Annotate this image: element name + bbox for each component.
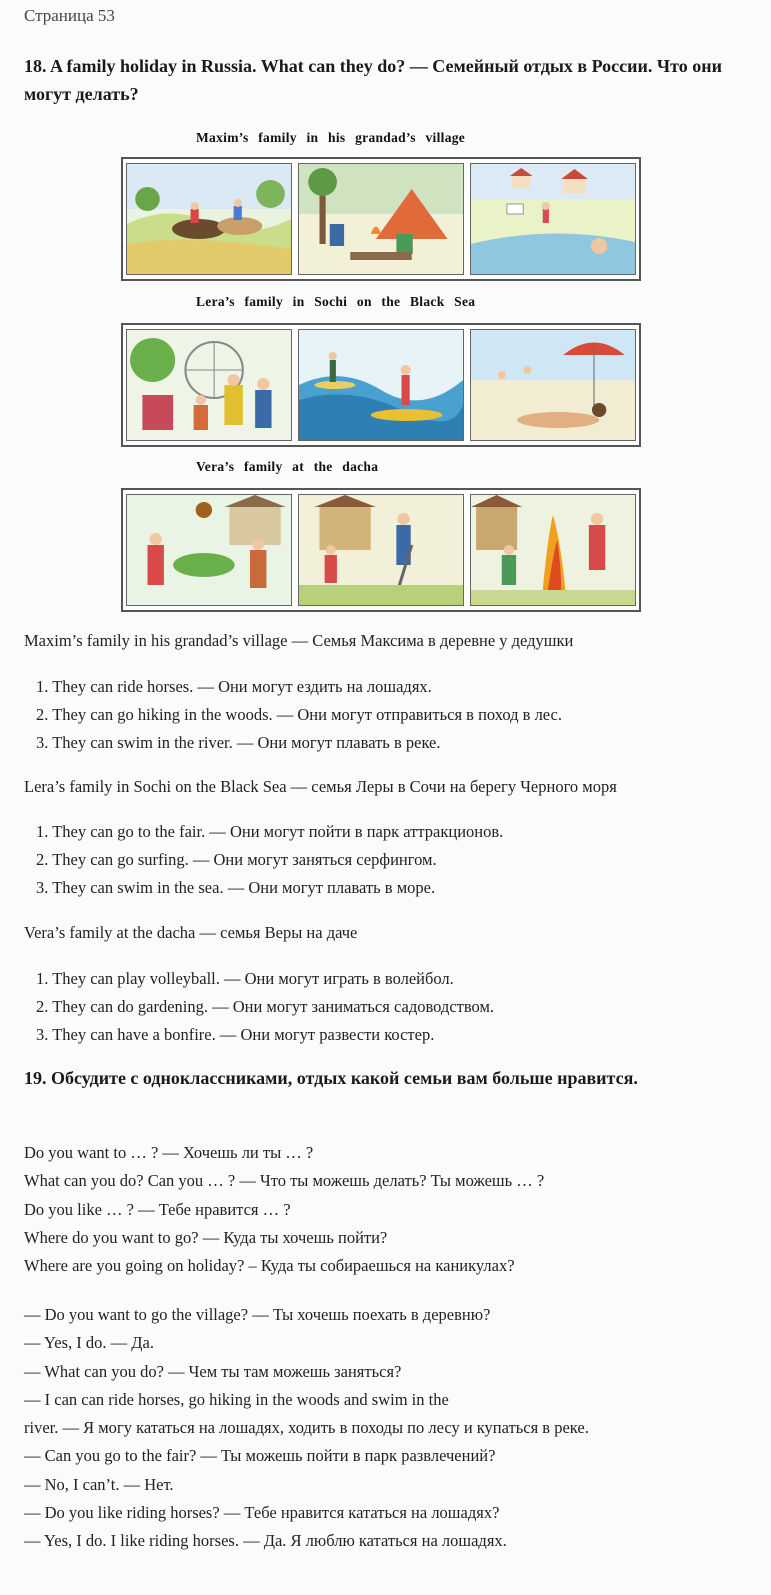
phrase-line: Do you want to … ? — Хочешь ли ты … ? — [24, 1143, 314, 1162]
dialogue-line: river. — Я могу кататься на лошадях, ходить в походы по лесу и купаться в реке. — [24, 1418, 589, 1438]
phrase-line: Where do you want to go? — Куда ты хочешь пойти? — [24, 1227, 388, 1247]
exercise-19-heading: 19. Обсудите с одноклассниками, отдых какой семьи вам больше нравится. — [24, 1068, 638, 1088]
phrase-line: Where are you going on holiday? – Куда ты собираешься на каникулах? — [24, 1256, 515, 1276]
illustration-gardening — [298, 494, 464, 606]
section-title-maxim: Maxim’s family in his grandad’s village — Семья Максима в деревне у дедушки — [24, 631, 574, 650]
illustration-fair — [126, 329, 292, 441]
dialogue-line: — Yes, I do. — Да. — [24, 1333, 154, 1353]
dialogue-line: — Do you like riding horses? — Тебе нравится кататься на лошадях? — [24, 1503, 500, 1523]
dialogue-line: — Do you want to go the village? — Ты хочешь поехать в деревню? — [24, 1305, 491, 1324]
list-item: 2. They can go surfing. — Они могут заняться серфингом. — [36, 850, 437, 869]
illustration-horse-riding — [126, 163, 292, 275]
dialogue-line: — Yes, I do. I like riding horses. — Да. Я люблю кататься на лошадях. — [24, 1531, 507, 1551]
illustration-surfing — [298, 329, 464, 441]
illustration-bonfire — [470, 494, 636, 606]
illustration-strip-lera — [121, 323, 641, 447]
page-number: Страница 53 — [24, 6, 115, 25]
illustration-strip-vera — [121, 488, 641, 612]
section-title-vera: Vera’s family at the dacha — семья Веры на даче — [24, 923, 358, 942]
section-title-lera: Lera’s family in Sochi on the Black Sea — семья Леры в Сочи на берегу Черного моря — [24, 777, 617, 796]
list-maxim — [36, 677, 562, 761]
list-item: 1. They can go to the fair. — Они могут пойти в парк аттракционов. — [36, 822, 504, 841]
phrase-line: Do you like … ? — Тебе нравится … ? — [24, 1199, 291, 1219]
list-item: 2. They can go hiking in the woods. — Они могут отправиться в поход в лес. — [36, 705, 562, 724]
dialogue-line: — No, I can’t. — Нет. — [24, 1474, 174, 1494]
phrase-line: What can you do? Can you … ? — Что ты можешь делать? Ты можешь … ? — [24, 1171, 545, 1191]
illustration-strip-maxim — [121, 157, 641, 281]
useful-phrases — [24, 1139, 544, 1280]
dialogue-line: — What can you do? — Чем ты там можешь заняться? — [24, 1361, 402, 1381]
list-vera — [36, 969, 494, 1053]
illustration-beach — [470, 329, 636, 441]
list-lera — [36, 822, 503, 906]
dialogue — [24, 1301, 589, 1556]
list-item: 3. They can have a bonfire. — Они могут развести костер. — [36, 1025, 435, 1044]
exercise-18-heading: 18. A family holiday in Russia. What can they do? — Семейный отдых в России. Что они могут делать? — [24, 56, 722, 104]
illustration-hiking-camp — [298, 163, 464, 275]
illustration-river-swimming — [470, 163, 636, 275]
list-item: 3. They can swim in the river. — Они могут плавать в реке. — [36, 733, 441, 752]
dialogue-line: — Can you go to the fair? — Ты можешь пойти в парк развлечений? — [24, 1446, 496, 1466]
list-item: 2. They can do gardening. — Они могут заниматься садоводством. — [36, 997, 495, 1016]
illustration-volleyball — [126, 494, 292, 606]
list-item: 1. They can ride horses. — Они могут ездить на лошадях. — [36, 677, 432, 696]
list-item: 1. They can play volleyball. — Они могут играть в волейбол. — [36, 969, 454, 988]
page: Страница 53 18. A family holiday in Russia. What can they do? — Семейный отдых в России. Что они могут делать? Maxim’s family in his grandad’s village Lera’s family in Sochi on the Black Sea Vera’s family at the dacha Maxim’s family in his grandad’s village — Семья Максима в деревне у дедушки 1. They can ride horses. — Они могут ездить на лошадях. 2. They can go hiking in the woods. — Они могут отправиться в поход в лес. 3. They can swim in the river. — Они могут плавать в реке. Lera’s family in Sochi on the Black Sea — семья Леры в Сочи на берегу Черного моря 1. They can go to the fair. — Они могут пойти в парк аттракционов. 2. They can go surfing. — Они могут заняться серфингом. 3. They can swim in the sea. — Они могут плавать в море. Vera’s family at the dacha — семья Веры на даче 1. They can play volleyball. — Они могут играть в волейбол. 2. They can do gardening. — Они могут заниматься садоводством. 3. They can have a bonfire. — Они могут развести костер. 19. Обсудите с одноклассниками, отдых какой семьи вам больше нравится. Do you want to … ? — Хочешь ли ты … ? What can you do? Can you … ? — Что ты можешь делать? Ты можешь … ? Do you like … ? — Тебе нравится … ? Where do you want to go? — Куда ты хочешь пойти? Where are you going on holiday? – Куда ты собираешься на каникулах? — Do you want to go the village? — Ты хочешь поехать в деревню? — Yes, I do. — Да. — What can you do? — Чем ты там можешь заняться? — I can can ride horses, go hiking in the woods and swim in the river. — Я могу кататься на лошадях, ходить в походы по лесу и купаться в реке. — Can you go to the fair? — Ты можешь пойти в парк развлечений? — No, I can’t. — Нет. — Do you like riding horses? — Тебе нравится кататься на лошадях? — Yes, I do. I like riding horses. — Да. Я люблю кататься на лошадях. — [0, 0, 771, 1595]
list-item: 3. They can swim in the sea. — Они могут плавать в море. — [36, 878, 436, 897]
dialogue-line: — I can can ride horses, go hiking in the woods and swim in the — [24, 1389, 449, 1409]
